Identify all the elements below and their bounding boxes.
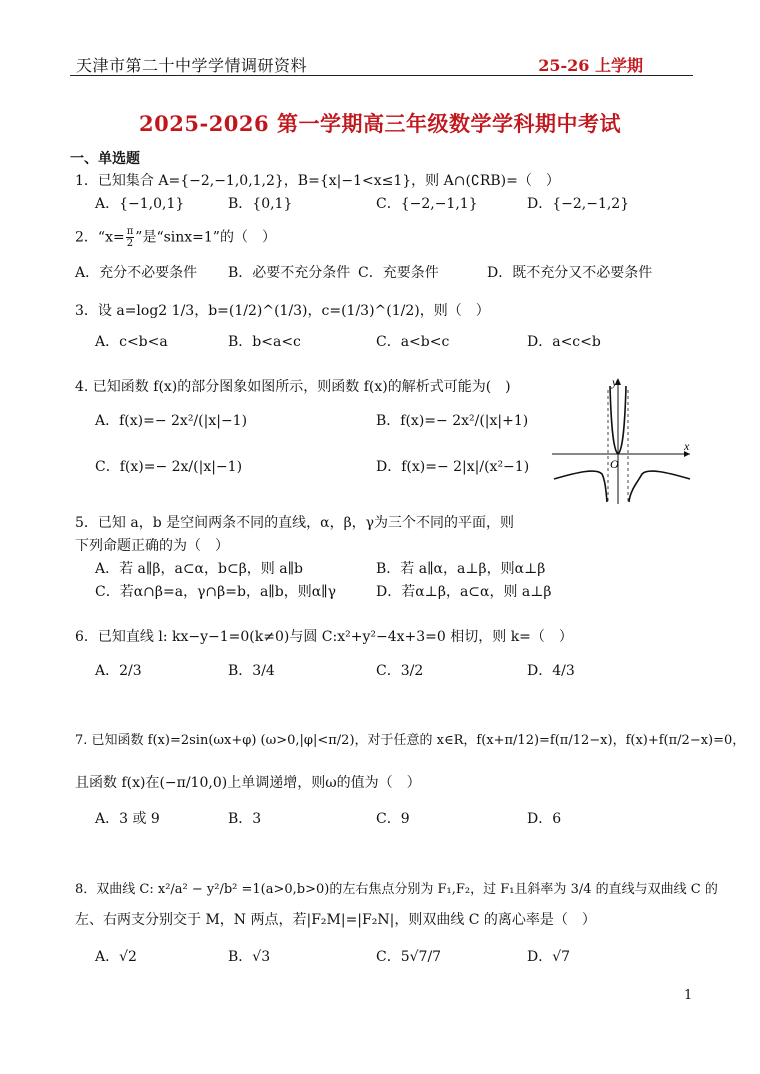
question-5-stem-line1: 5．已知 a，b 是空间两条不同的直线，α，β，γ为三个不同的平面，则 bbox=[75, 515, 515, 531]
q8-option-c: C．5√7/7 bbox=[376, 949, 442, 965]
q4-option-a: A．f(x)=− 2x²/(|x|−1) bbox=[95, 413, 248, 429]
q2-option-b: B．必要不充分条件 bbox=[228, 265, 351, 281]
section-heading: 一、单选题 bbox=[70, 151, 140, 167]
question-4-stem: 4. 已知函数 f(x)的部分图象如图所示，则函数 f(x)的解析式可能为( ) bbox=[75, 379, 511, 395]
q4-option-b: B．f(x)=− 2x²/(|x|+1) bbox=[376, 413, 529, 429]
question-7-stem-line2: 且函数 f(x)在(−π/10,0)上单调递增，则ω的值为（ ） bbox=[75, 775, 421, 791]
q8-option-a: A．√2 bbox=[95, 949, 137, 965]
exam-title: 2025-2026 第一学期高三年级数学学科期中考试 bbox=[139, 111, 621, 136]
question-6-stem: 6．已知直线 l: kx−y−1=0(k≠0)与圆 C:x²+y²−4x+3=0 相切，则 k=（ ） bbox=[75, 629, 573, 645]
header-school: 天津市第二十中学学情调研资料 bbox=[76, 56, 308, 75]
q2-prefix: 2．“x= bbox=[75, 229, 125, 246]
q2-option-c: C．充要条件 bbox=[358, 265, 439, 281]
question-8-stem-line1: 8．双曲线 C: x²/a² − y²/b² =1(a>0,b>0)的左右焦点分别为 F₁,F₂，过 F₁且斜率为 3/4 的直线与双曲线 C 的 bbox=[75, 882, 718, 897]
q8-option-b: B．√3 bbox=[228, 949, 271, 965]
page-header bbox=[70, 50, 693, 76]
q1-option-c: C．{−2,−1,1} bbox=[376, 196, 478, 212]
q3-option-a: A．c<b<a bbox=[95, 334, 168, 350]
question-5-stem-line2: 下列命题正确的为（ ） bbox=[75, 538, 229, 554]
q2-frac-den: 2 bbox=[126, 238, 134, 249]
question-1-stem: 1．已知集合 A={−2,−1,0,1,2}，B={x|−1<x≤1}，则 A∩(∁RB)=（ ） bbox=[75, 173, 560, 189]
q7-option-a: A．3 或 9 bbox=[95, 811, 160, 827]
left-branch-curve bbox=[554, 471, 607, 502]
q5-option-d: D．若α⊥β，a⊂α，则 a⊥β bbox=[376, 584, 552, 600]
q6-option-d: D．4/3 bbox=[527, 663, 575, 679]
q7-option-b: B．3 bbox=[228, 811, 262, 827]
right-branch-curve bbox=[629, 471, 690, 502]
q3-option-d: D．a<c<b bbox=[527, 334, 601, 350]
q5-option-b: B．若 a∥α，a⊥β，则α⊥β bbox=[376, 561, 546, 577]
q4-option-d: D．f(x)=− 2|x|/(x²−1) bbox=[376, 459, 530, 475]
q2-frac-num: π bbox=[126, 226, 134, 237]
question-3-stem: 3．设 a=log2 1/3，b=(1/2)^(1/3)，c=(1/3)^(1/2)，则（ ） bbox=[75, 303, 490, 319]
q2-fraction bbox=[126, 226, 135, 249]
q7-option-c: C．9 bbox=[376, 811, 410, 827]
page-number: 1 bbox=[684, 988, 693, 1003]
q1-option-d: D．{−2,−1,2} bbox=[527, 196, 630, 212]
question-7-stem-line1: 7. 已知函数 f(x)=2sin(ωx+φ) (ω>0,|φ|<π/2)，对于任意的 x∈R，f(x+π/12)=f(π/12−x)，f(x)+f(π/2−x)=0， bbox=[75, 733, 746, 748]
header-rule bbox=[70, 75, 693, 76]
q6-option-c: C．3/2 bbox=[376, 663, 424, 679]
question-8-stem-line2: 左、右两支分别交于 M，N 两点，若|F₂M|=|F₂N|，则双曲线 C 的离心率是（ ） bbox=[75, 912, 596, 928]
question-2-stem bbox=[75, 226, 276, 249]
q5-option-c: C．若α∩β=a，γ∩β=b，a∥b，则α∥γ bbox=[95, 584, 337, 600]
q5-option-a: A．若 a∥β，a⊂α，b⊂β，则 a∥b bbox=[95, 561, 304, 577]
q1-option-a: A．{−1,0,1} bbox=[95, 196, 185, 212]
q7-option-d: D．6 bbox=[527, 811, 562, 827]
header-term: 25-26 上学期 bbox=[538, 56, 643, 75]
x-axis-label: x bbox=[684, 439, 690, 453]
q8-option-d: D．√7 bbox=[527, 949, 571, 965]
q3-option-c: C．a<b<c bbox=[376, 334, 450, 350]
q2-suffix: ”是“sinx=1”的（ ） bbox=[135, 229, 276, 246]
q6-option-a: A．2/3 bbox=[95, 663, 142, 679]
y-axis-label: y bbox=[612, 375, 618, 389]
q1-option-b: B．{0,1} bbox=[228, 196, 293, 212]
origin-label: O bbox=[610, 457, 619, 471]
q6-option-b: B．3/4 bbox=[228, 663, 275, 679]
q2-option-a: A．充分不必要条件 bbox=[75, 265, 198, 281]
q4-function-graph bbox=[548, 372, 696, 510]
q2-option-d: D．既不充分又不必要条件 bbox=[487, 265, 653, 281]
q4-option-c: C．f(x)=− 2x/(|x|−1) bbox=[95, 459, 243, 475]
q3-option-b: B．b<a<c bbox=[228, 334, 301, 350]
